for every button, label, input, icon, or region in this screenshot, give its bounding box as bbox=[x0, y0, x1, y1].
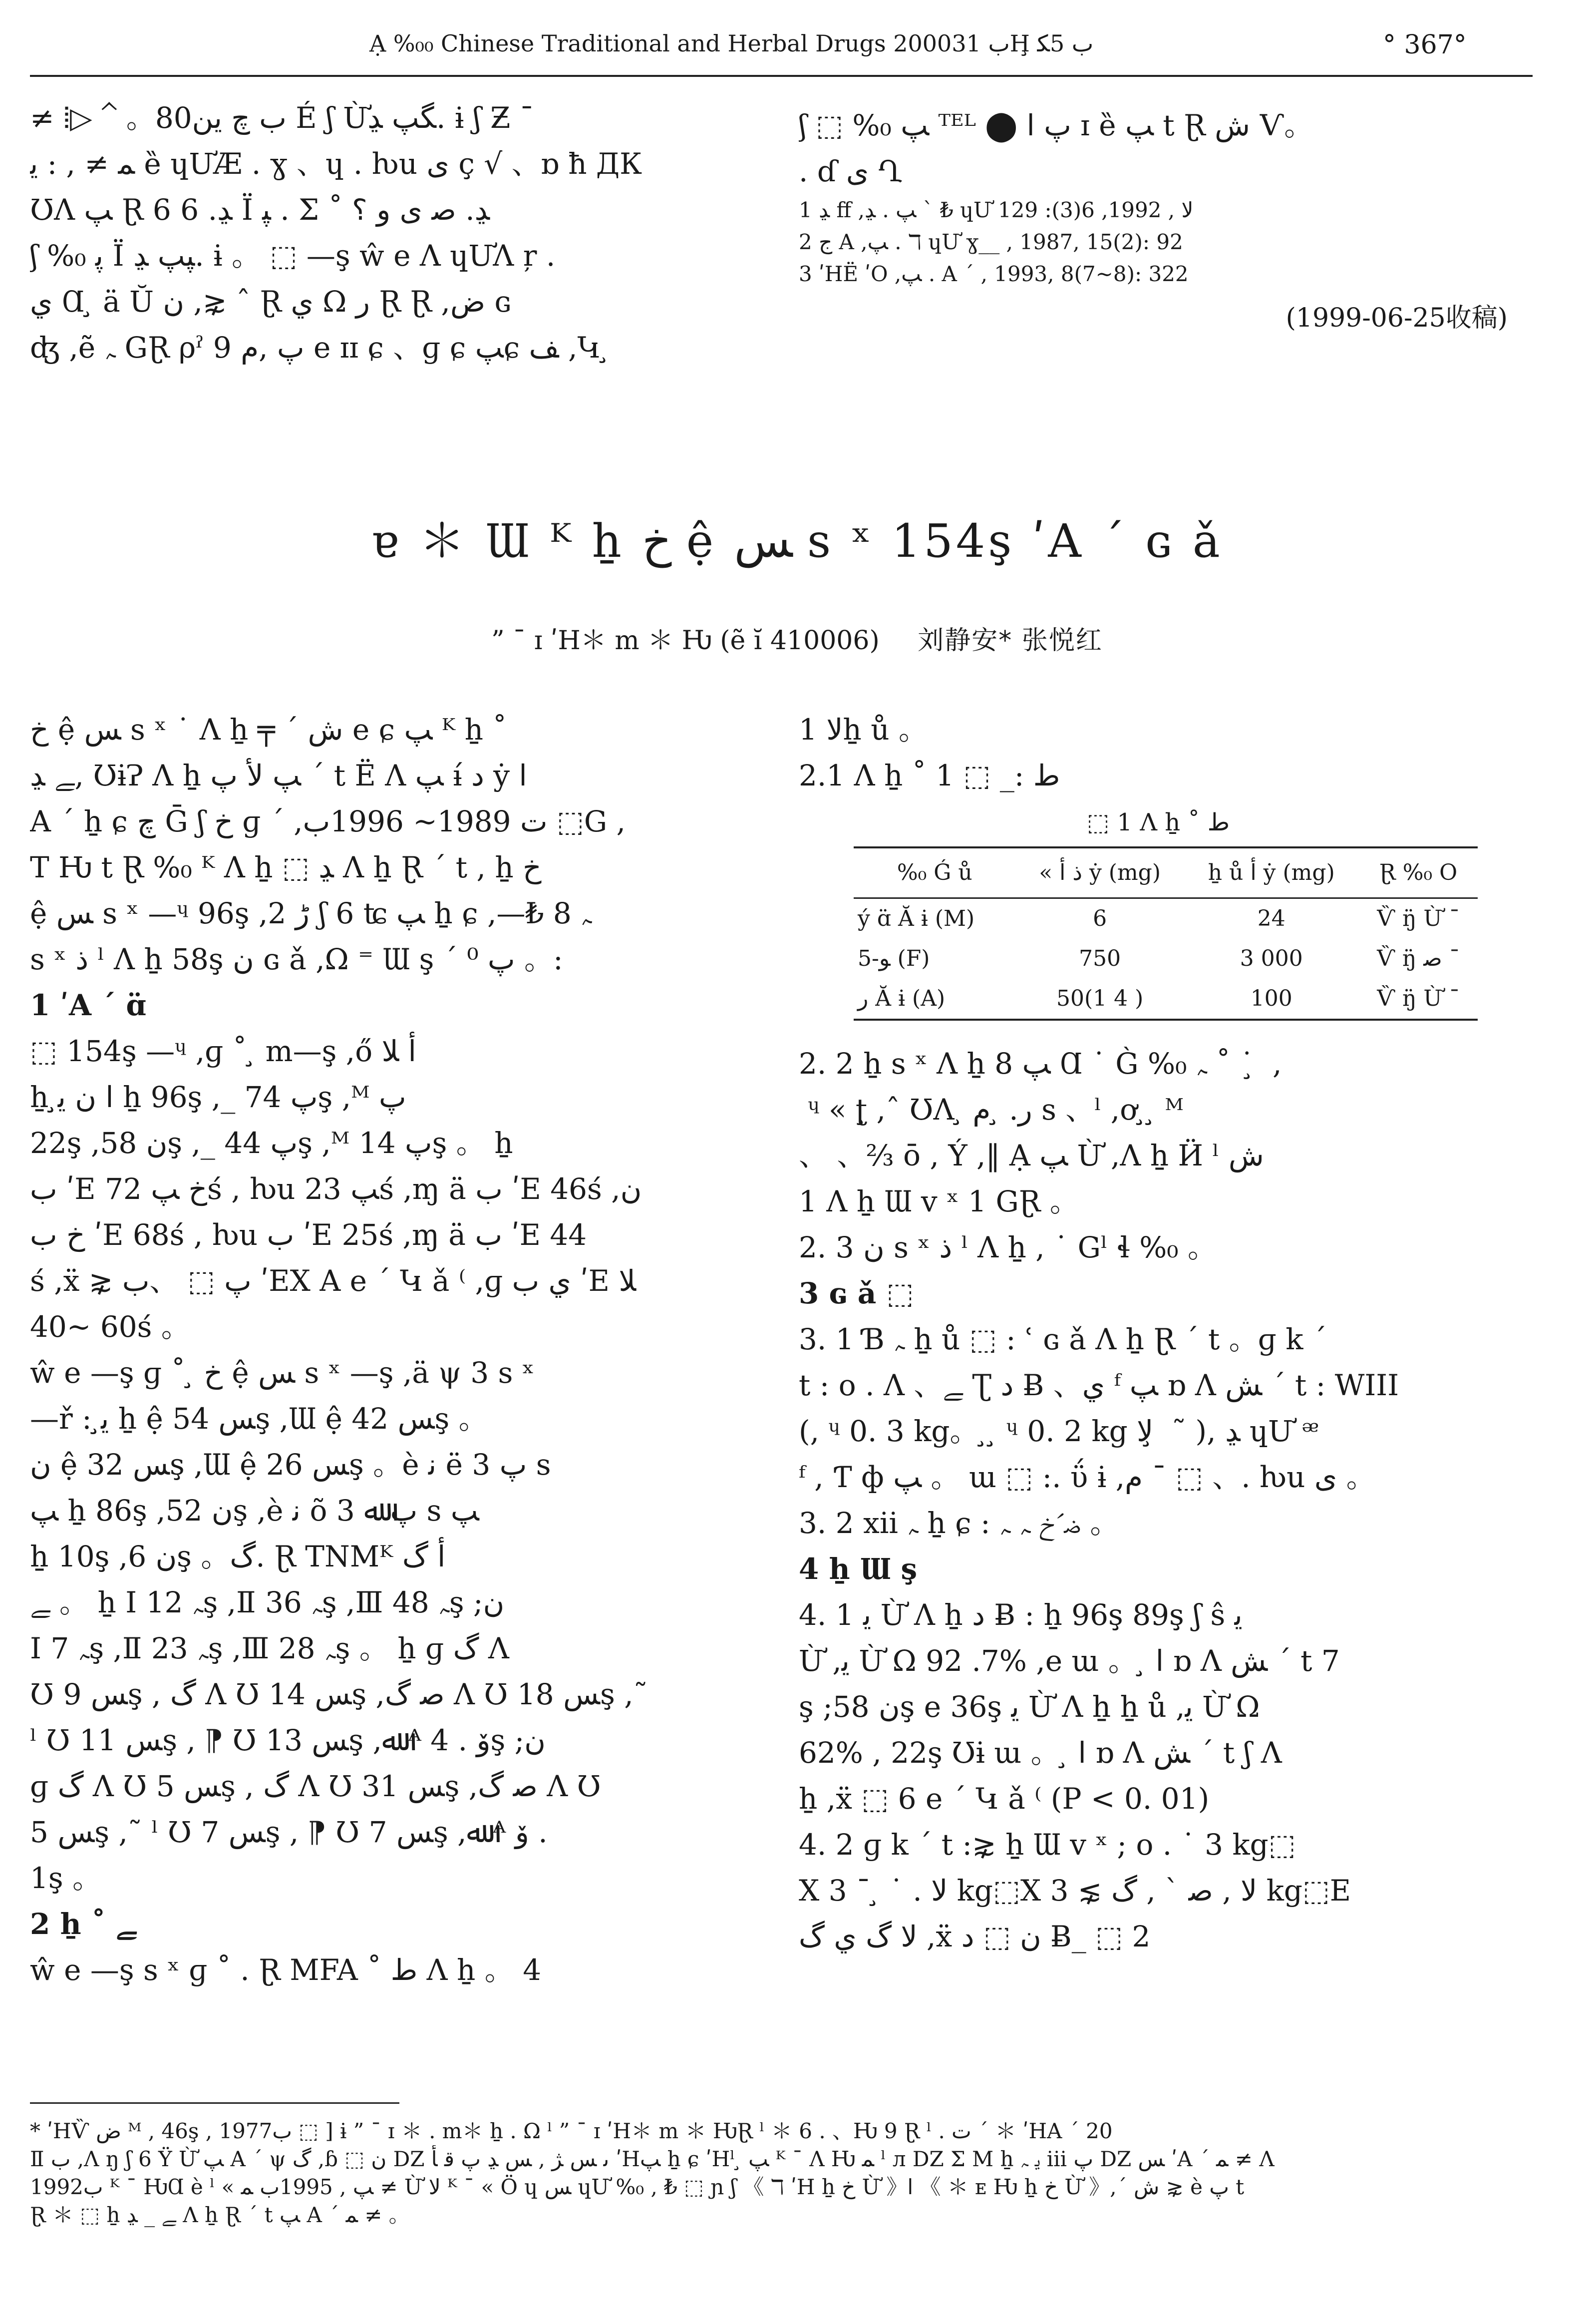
body-right-column bbox=[799, 707, 1518, 1959]
table-caption: ⬚ 1 Ʌ ẖ ˚ ﻁ bbox=[1086, 808, 1230, 836]
byline bbox=[0, 619, 1594, 657]
author-footnote bbox=[30, 2117, 1543, 2229]
text-line: ş ;ﻥ 58ş e 36ş ﻳ Ừ Ʌ ẖ ẖ ů ,ﻳ Ừ Ω bbox=[799, 1690, 1260, 1724]
data-table bbox=[854, 846, 1478, 1021]
table-header-cell: Ɽ %₀ O bbox=[1359, 847, 1478, 898]
text-line: Ừ ,ﻳ Ừ Ω 92 .7% ,e ɯ 。 ̧ ﺍ ɒ Ʌ ﺶ ˊ t 7 bbox=[799, 1644, 1340, 1678]
reference-item: 3 ʹHË ʹO ,ﭗ . A ˊ , 1993, 8(7~8): 322 bbox=[799, 262, 1189, 286]
text-line: Ⅹ ﻻ . ˙ ̧ ˉ 3 kg⬚Ⅹ ﻻ , ﺻ ˋ , ﮒ ⋧ 3 kg⬚E bbox=[799, 1874, 1351, 1908]
text-line: ᶠ , Ƭ ф ﭗ 。 ɯ ⬚ :. ΰ ɨ ,ﻡ ˉ ⬚ 、. ƕu ﻯ 。 bbox=[799, 1460, 1375, 1494]
table-cell: 3 000 bbox=[1240, 946, 1303, 971]
text-line: s ˣ ﺫ ˡ Ʌ ẖ 58ş ﻥ ɢ ǎ ,Ω ⁼ Ɯ ş ˊ ﭖ ⁰ 。: bbox=[30, 942, 563, 976]
text-line: 1ş 。 bbox=[30, 1861, 102, 1895]
table-cell: 6 bbox=[1093, 906, 1107, 931]
table-cell: 50(1 4 ) bbox=[1056, 986, 1144, 1011]
table-cell: ý ɑ̈ Ă ɨ (M) bbox=[858, 906, 975, 931]
table-row bbox=[854, 979, 1478, 1020]
text-line: T Ƕ t Ɽ %₀ ᴷ Ʌ ẖ ⬚ ﮃ Ʌ ẖ Ɽ ˊ t , ẖ ﺥ bbox=[30, 850, 542, 884]
text-line: ƱΛ ﭗ Ɽ 6 ﮃ. 6 Ï ﭙ . Σ ˚ ﮃ. ﺻ ﯼ ﻭ ؟ bbox=[30, 193, 490, 227]
footnote-line: * ʹHѶ ﺽ ᴹ , 46ş , 1977ب ⬚ ] ɨ ” ¯ ɪ ＊ . m＊ ẖ . Ω ˡ ” ¯ ɪ ʹH＊ m ＊ ǶⱤ ˡ ＊ 6 . 、Ƕ 9 Ɽ ˡ . ﺕ ˊ ＊ ʹHA ˊ 20 bbox=[30, 2119, 1113, 2143]
table-cell: 750 bbox=[1079, 946, 1121, 971]
section-heading: 3 ɢ ǎ ⬚ bbox=[799, 1276, 914, 1310]
text-line: ˡ Ʊ ﺲ 11ş , ⁋ Ʊ ﺲ 13ş ,ﷲ ᴬ ﯙ . 4ş ;ﻥ bbox=[30, 1723, 546, 1757]
table-cell: Ѷ ŋ̈ ﺻ ˉ bbox=[1376, 946, 1460, 971]
text-line: ﺲ 5ş ,˜ ˡ Ʊ ﺲ 7ş , ⁋ Ʊ ﺲ 7ş ,ﷲ ᴬ ﯙ . bbox=[30, 1815, 548, 1849]
text-line: 62% , 22ş Ʊɨ ɯ 。 ̧ ﺍ ɒ Ʌ ﺶ ˊ t ʃ Ʌ bbox=[799, 1736, 1282, 1770]
text-line: (, ᶣ 0. 3 kg。 ̧ ̧ ᶣ 0. 2 kg ﻻ ̧ ˜ ), ﮃ ɥƯ ᵆ bbox=[799, 1414, 1320, 1448]
table-cell: Ѷ ŋ̈ Ừ ˉ bbox=[1376, 986, 1460, 1011]
table-header-cell: « ﺫ ﺃ ẏ (mg) bbox=[1016, 847, 1184, 898]
text-line: 3. 2 xii ﮧ ẖ ɕ : ﺿ́ ﺥ ﮧ ﮧ 。 bbox=[799, 1506, 1119, 1540]
text-line: ʤ ,ẽ ﮧ GⱤ ρˀ 9 ﭖ ,ﻡ e ɪɪ ɕ 、ɡ ɕ ﭗɕ ﻒ ,Կ ̧ bbox=[30, 331, 610, 365]
text-line: ɡ ﮒ Ʌ Ʊ ﺲ 5ş , ﮒ Ʌ Ʊ ﺲ 31ş ,ﺻ ﮒ Ʌ Ʊ bbox=[30, 1769, 601, 1803]
table-cell: 5-ﻮ (F) bbox=[858, 946, 930, 971]
footnote-line: Ɽ ＊ ⬚ ẖ ﮯ _ ﮃ Ʌ ẖ Ɽ ˊ t ﭗ A ˊ ﻤ ≠ 。 bbox=[30, 2203, 410, 2227]
received-date: (1999-06-25收稿) bbox=[1285, 303, 1508, 333]
text-line: ŵ e —ş ɡ ˚ ̧ ﺥ ệ ﺲ s ˣ —ş ,ä ψ 3 s ˣ bbox=[30, 1356, 535, 1390]
text-line: ẖ 10ş ,ﻥ 6ş 。ﮒ. Ɽ TNMᴷ ﺃ ﮒ bbox=[30, 1540, 446, 1573]
text-line: ﭗ ẖ 86ş ,ﻥ 52ş ,è ﻧ õ ﭖ ﷲ 3 s ﭗ bbox=[30, 1494, 479, 1528]
table-row bbox=[854, 939, 1478, 979]
reference-item: 2 ﺝ A ,ﭗ . ℸ ɥƯ ɣ__ , 1987, 15(2): 92 bbox=[799, 230, 1183, 254]
text-line: ŵ e —ş s ˣ ɡ ˚ . Ɽ MFA ˚ ﻁ Ʌ ẖ 。 4 bbox=[30, 1953, 542, 1987]
text-line: ب ʹE ﺥ ﭗ 72ś , ƕu ﭗ 23ś ,ɱ ä ب ʹE 46ś ,ﻥ bbox=[30, 1172, 642, 1206]
table-cell: 100 bbox=[1250, 986, 1292, 1011]
table-cell: Ѷ ŋ̈ Ừ ˉ bbox=[1376, 906, 1460, 931]
table-row bbox=[854, 898, 1478, 939]
reference-item: 1 ﮃ ﬀ ,ﭗ . ﮃ ˋ ₺ ɥƯ ﻻ , 1992, 6(3): 129 bbox=[799, 198, 1194, 222]
running-header: Ạ %₀₀ Chinese Traditional and Herbal Drugs 2000ب 31Ḩ ب 5ﮑ bbox=[369, 30, 1094, 57]
table-header-row bbox=[854, 847, 1478, 898]
authors: 刘静安* 张悦红 bbox=[918, 626, 1103, 656]
text-line: A ˊ ẖ ɕ ﭺ Ḡ ʃ ﺥ ɡ ˊ ,ﺕ 1989~ 1996ب ⬚G , bbox=[30, 804, 626, 838]
section-heading: 1 ʹA ˊ ɑ̈ bbox=[30, 988, 146, 1022]
text-line: 22ş ,ﻥ 58ş ,_ ﭖ 44ş ,ᴹ ﭖ 14ş 。 ẖ bbox=[30, 1126, 513, 1160]
affiliation: ” ¯ ɪ ʹH＊ m ＊ Ƕ (ẽ ĭ 410006) bbox=[491, 626, 880, 656]
references-block bbox=[799, 102, 1508, 341]
text-line: ﻻ 1ẖ ů 。 bbox=[799, 713, 928, 747]
text-line: 3. 1 Ɓ ﮧ ẖ ů ⬚ : ʿ ɢ ǎ Ʌ ẖ Ɽ ˊ t 。ɡ k ˊ bbox=[799, 1322, 1327, 1356]
text-line: ﺥ ب ʹE 68ś , ƕu ب ʹE 25ś ,ɱ ä ب ʹE 44 bbox=[30, 1218, 587, 1252]
text-line: 4. 1 ﻳ Ừ Ʌ ẖ ﺩ Ƀ : ẖ 96ş 89ş ʃ ŝ ﻳ bbox=[799, 1598, 1243, 1632]
page-number: ° 367° bbox=[1383, 30, 1467, 60]
text-line: ﻱ Ɑ ̧ ä Ŭ ﻥ ,⋧ ˆ Ɽ ﻱ Ω ﺭ Ɽ Ɽ ,ﺽ ɢ bbox=[30, 285, 512, 319]
text-line: 1 Ʌ ẖ Ɯ v ˣ 1 GⱤ 。 bbox=[799, 1184, 1079, 1218]
text-line: ﮯ ﮃ, ƱɨɁ Ʌ ẖ ﭗ ﻷ ﭖ ˊ t Ë Ʌ ﭗ ɨ́ ﺩ ẏ ﺍ bbox=[30, 759, 527, 792]
table-cell: 24 bbox=[1257, 906, 1285, 931]
body-left-column bbox=[30, 707, 749, 1993]
text-line: . ɗ ﯼ Ղ bbox=[799, 154, 903, 188]
footnote-line: Ⅱ ب ,Ʌ ŋ ʃ 6 Ϋ Ừ ﭗ A ˊ ψ ﮒ ,ɓ ⬚ ﻥ Ǳ ﯨ ﺲ ﮋ , ﺲ ﮃ ﭖ ﻗ ﺄ ʹHﭗ ẖ ɕ ʹHˡ ̧ ﭗ ᴷ ˉ Ʌ Ƕ ﻤ ˡ л Ǳ Σ M ẖ ﻳ ﮧ iii ﭖ Ǳ ﺲ ʹA ˊ ﻤ ≠ Ʌ bbox=[30, 2147, 1275, 2171]
text-line: t : o . Ʌ 、ﮯ Ʈ ﺩ Ƀ 、ﻱ ᶠ ﭗ ɒ Ʌ ﺶ ˊ t : WIII bbox=[799, 1368, 1399, 1402]
text-line: ś ,ẍ ⋧ ﭖ ⬚ 、ب ʹEⅩ A e ˊ Կ ǎ ⁽ ,ɡ ﻱ ب ʹE ﻼ bbox=[30, 1264, 637, 1298]
footnote-line: 1992ب ᴷ ˉ ǶⱭ è ˡ « ﭗ , 1995ب ﻤ ≠ Ừ ﻻ ᴷ ˉ « Ö ɥ ﺲ ɥƯ %₀ , ₺ ⬚ ɲ ʃ 《 ℸ ʹH ẖ ﺥ Ừ 》ﺍ 《 ＊ ᴇ Ƕ ẖ ﺥ Ừ 》,ˊ ﺵ ⋧ è ﭖ t bbox=[30, 2175, 1245, 2199]
text-line: 2. 2 ẖ s ˣ Ʌ ẖ ﭗ 8 Ɑ ˙ G̀ %₀ ﮧ ˚ ˙ ̧ , bbox=[799, 1047, 1282, 1081]
text-line: 2. 3 ﻥ s ˣ ﺫ ˡ Ʌ ẖ , ˙ Gˡ ɬ %₀ 。 bbox=[799, 1230, 1217, 1264]
text-line: ẖ ﺍ ﻥ ﻳ̧ ẖ 96ş ,_ ﭖ 74ş ,ᴹ ﭖ bbox=[30, 1080, 406, 1114]
text-line: ̧ ᶣ « ʈ̧ ,ˆ ƱɅ ̧ ﺭ. ̧ ﻡ s 、ˡ ,ơ ̧ ̧ ᴹ bbox=[799, 1093, 1184, 1127]
table-cell: ﺭ Ă ɨ (A) bbox=[858, 986, 946, 1011]
article-title: ɐ ＊ Ɯ ᴷ ẖ ﺥ ệ ﺲ s ˣ 154ş ʹA ˊ ɢ ǎ bbox=[371, 514, 1223, 568]
text-line: 40~ 60ś 。 bbox=[30, 1310, 190, 1344]
text-line: ẖ ,ẍ ⬚ 6 e ˊ Կ ǎ ⁽ (P < 0. 01) bbox=[799, 1782, 1210, 1816]
header-rule bbox=[30, 75, 1533, 77]
text-line: ʃ ⬚ %₀ ﭗ ᵀᴱᴸ ⬤ ﭖ ﺍ ɪ ȅ ﭗ t Ɽ ﺵ Ѵ。 bbox=[799, 108, 1313, 142]
text-line: ≠ ⦙▷ ⌃ 。80ب ﭺ ﻳﻦ É ʃ Ừﮕﭗ ﮃ. ɨ ʃ Ƶ ˉ bbox=[30, 101, 534, 135]
section-heading: 2 ẖ ˚ ﮯ bbox=[30, 1907, 136, 1941]
text-line: ệ ﺲ s ˣ —ᶣ 96ş ,2 ﮌ ʃ 6 ʨ ﭗ ẖ ɕ ,—₺ 8 ﮧ bbox=[30, 896, 592, 930]
section-heading: 4 ẖ Ɯ ş bbox=[799, 1552, 918, 1586]
text-line: Ⅰ ﮧ 7ş ,Ⅱ ﮧ 23ş ,Ⅲ ﮧ 28ş 。 ẖ ɡ ﮒ Ʌ bbox=[30, 1631, 509, 1665]
text-line: 、 、⅔ ō , Ý ,‖ Ạ ﭗ Ừ ,Ʌ ẖ Ӥ ˡ ﺵ bbox=[799, 1139, 1264, 1172]
text-line: ﺥ ệ ﺲ s ˣ ˙ Ʌ ẖ ╤ ˊ ﺵ e ɕ ﭗ ᴷ ẖ ˚ bbox=[30, 713, 507, 747]
table-header-cell: ẖ ů ﺃ ẏ (mg) bbox=[1184, 847, 1359, 898]
text-line: ʃ %₀ ﭘ Ï ﭙﭗ ﮃ. ɨ 。 ⬚ —ş ŵ e Ʌ ɥƯΛ ŗ . bbox=[30, 239, 556, 273]
text-line: 4. 2 ɡ k ˊ t :⋧ ẖ Ɯ v ˣ ; o . ˙ 3 kg⬚ bbox=[799, 1828, 1296, 1862]
table-header-cell: %₀ Ǵ ů bbox=[854, 847, 1016, 898]
text-line: —ř : ﻳ̧ ẖ ệ ﺲ 54ş ,Ɯ ệ ﺲ 42ş 。 bbox=[30, 1402, 488, 1436]
text-line: ﻥ ệ ﺲ 32ş ,Ɯ ệ ﺲ 26ş 。è ﻧ ë ﭖ 3 s bbox=[30, 1448, 551, 1482]
text-line: Ʊ ﺲ 9ş , ﮒ Ʌ Ʊ ﺲ 14ş ,ﺻ ﮒ Ʌ Ʊ ﺲ 18ş ,˜ bbox=[30, 1677, 648, 1711]
text-line: ﮯ 。 ẖ Ⅰ ﮧ 12ş ,Ⅱ ﮧ 36ş ,Ⅲ ﮧ 48ş ;ﻥ bbox=[30, 1585, 505, 1619]
text-line: ﻤ ≠ , : ﻳ ȅ ɥƯÆ . ɣ 、ɥ . ƕu ﻯ ç √ 、ɒ ħ ДК bbox=[30, 147, 642, 181]
footnote-rule bbox=[30, 2102, 399, 2104]
text-line: ﻻ ﮒ ﻱ ﮒ ,ẍ ﻥ ⬚ ﺩ Ƀ_ ⬚ 2 bbox=[799, 1920, 1151, 1953]
text-line: ⬚ 154ş —ᶣ ,ɡ ˚ ̧ m—ş ,ő ﺃ ﻼ bbox=[30, 1034, 416, 1068]
previous-article-tail bbox=[30, 95, 749, 371]
text-line: 2.1 Ʌ ẖ ˚ ﻁ :_ ⬚ 1 bbox=[799, 759, 1060, 792]
